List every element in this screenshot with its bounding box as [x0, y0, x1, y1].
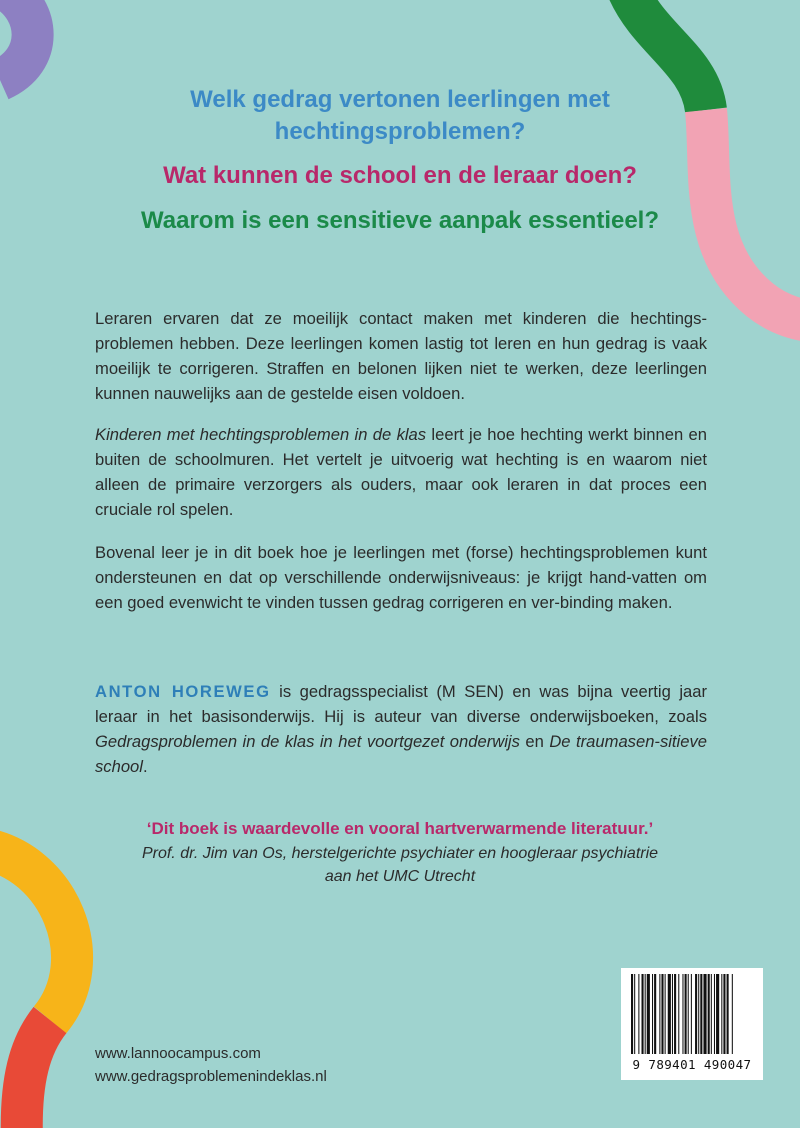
- question-1: Welk gedrag vertonen leerlingen met hechtingsproblemen?: [190, 86, 610, 145]
- endorsement-quote: ‘Dit boek is waardevolle en vooral hartverwarmende literatuur.’: [146, 819, 654, 838]
- barcode-bar: [674, 974, 676, 1054]
- barcode-bar: [716, 974, 719, 1054]
- question-3: Waarom is een sensitieve aanpak essentieel?: [140, 207, 660, 234]
- barcode-bar: [721, 974, 722, 1054]
- barcode-bar: [638, 974, 639, 1054]
- barcode-bar: [659, 974, 660, 1054]
- barcode-bar: [732, 974, 733, 1054]
- barcode-bar: [631, 974, 633, 1054]
- barcode-bar: [642, 974, 644, 1054]
- attribution-line-2: aan het UMC Utrecht: [324, 868, 476, 885]
- body-paragraph-3: Bovenal leer je in dit boek hoe je leerlingen met (forse) hechtingsproblemen kunt ondersteunen en dat op verschillende onderwijsniveaus: je krijgt hand-vatten om een goed evenwicht te vinden tussen gedrag corrigeren en ver-binding maken.: [95, 543, 707, 612]
- barcode-bar: [647, 974, 650, 1054]
- barcode-bar: [665, 974, 666, 1054]
- author-book-2: De traumasen-sitieve school: [95, 732, 707, 776]
- barcode-bar: [634, 974, 635, 1054]
- question-2: Wat kunnen de school en de leraar doen?: [163, 162, 637, 189]
- body-paragraph-2: [95, 422, 707, 522]
- barcode-bar: [661, 974, 663, 1054]
- barcode-bar: [685, 974, 687, 1054]
- barcode-bar: [695, 974, 697, 1054]
- author-bio: [95, 679, 707, 779]
- barcode-bar: [723, 974, 725, 1054]
- barcode: [621, 968, 763, 1080]
- book-title: Kinderen met hechtingsproblemen in de klas: [95, 425, 427, 444]
- author-bio-text-2: en: [519, 732, 550, 751]
- paragraph-2-text: leert je hoe hechting werkt binnen en buiten de schoolmuren. Het vertelt je uitvoerig wat hechting is en waarom niet alleen de primaire verzorgers als ouders, maar ook leraren in dat proces een cruciale rol spelen.: [95, 425, 707, 519]
- barcode-bar: [700, 974, 702, 1054]
- barcode-bar: [672, 974, 673, 1054]
- barcode-bar: [714, 974, 715, 1054]
- barcode-bar: [645, 974, 646, 1054]
- endorsement-attribution: [0, 842, 800, 888]
- barcode-bar: [711, 974, 712, 1054]
- barcode-bar: [691, 974, 692, 1054]
- book-website-link[interactable]: www.gedragsproblemenindeklas.nl: [95, 1068, 327, 1085]
- author-bio-text-1: is gedragsspecialist (M SEN) en was bijna veertig jaar leraar in het basisonderwijs. Hij is auteur van diverse onderwijsboeken, zoals: [95, 682, 708, 726]
- barcode-bar: [703, 974, 706, 1054]
- body-paragraph-1: Leraren ervaren dat ze moeilijk contact maken met kinderen die hechtings-problemen hebben. Deze leerlingen komen lastig tot leren en hun gedrag is vaak moeilijk te corrigeren. Straffen en belonen lijken niet te werken, deze leerlingen kunnen nauwelijks aan de gestelde eisen voldoen.: [95, 309, 707, 403]
- barcode-bar: [678, 974, 679, 1054]
- barcode-bar: [688, 974, 689, 1054]
- barcode-bar: [708, 974, 710, 1054]
- author-bio-text-3: .: [142, 757, 148, 776]
- barcode-bar: [682, 974, 683, 1054]
- barcode-bar: [652, 974, 653, 1054]
- attribution-line-1: Prof. dr. Jim van Os, herstelgerichte psychiater en hoogleraar psychiatrie: [141, 845, 659, 862]
- barcode-bar: [654, 974, 656, 1054]
- barcode-bar: [698, 974, 699, 1054]
- isbn-number: 9 789401 490047: [632, 1057, 752, 1072]
- author-name: ANTON HOREWEG: [95, 682, 271, 701]
- publisher-link[interactable]: www.lannoocampus.com: [95, 1045, 261, 1062]
- author-book-1: Gedragsproblemen in de klas in het voortgezet onderwijs: [95, 732, 520, 751]
- barcode-bar: [727, 974, 729, 1054]
- barcode-bar: [668, 974, 671, 1054]
